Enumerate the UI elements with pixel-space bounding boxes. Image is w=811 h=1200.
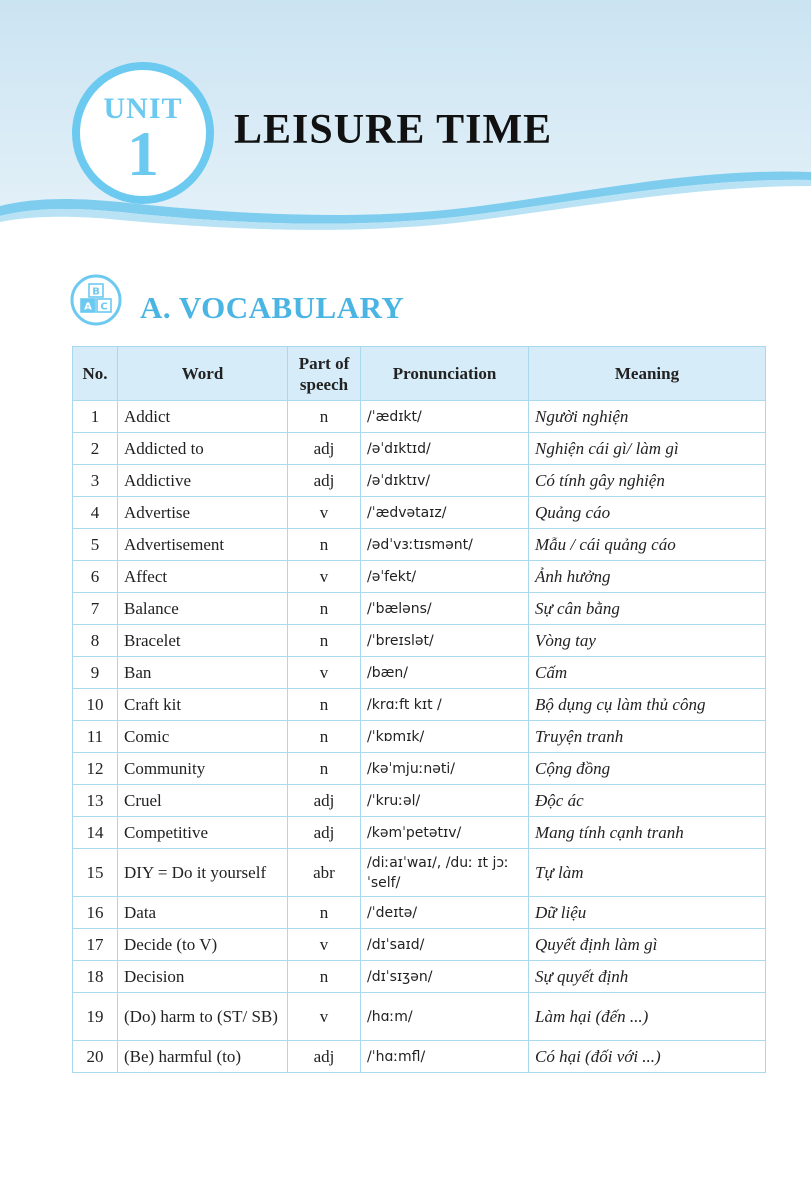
row-word: Balance [118,593,288,625]
row-part-of-speech: n [288,897,361,929]
row-part-of-speech: n [288,593,361,625]
row-word: DIY = Do it yourself [118,849,288,897]
unit-label: UNIT [103,92,183,125]
vocabulary-table [72,346,766,1073]
row-number: 2 [73,433,118,465]
row-word: Bracelet [118,625,288,657]
row-meaning: Sự quyết định [529,961,766,993]
svg-text:B: B [92,286,100,298]
row-number: 13 [73,785,118,817]
row-part-of-speech: n [288,401,361,433]
section-title: A. VOCABULARY [140,290,405,325]
table-row [73,849,766,897]
row-part-of-speech: adj [288,817,361,849]
row-word: Craft kit [118,689,288,721]
table-header-row [73,347,766,401]
row-meaning: Nghiện cái gì/ làm gì [529,433,766,465]
table-row [73,433,766,465]
vocabulary-rows [73,401,766,1073]
header-meaning: Meaning [529,347,766,401]
row-meaning: Mang tính cạnh tranh [529,817,766,849]
row-word: (Do) harm to (ST/ SB) [118,993,288,1041]
header-no: No. [73,347,118,401]
abc-blocks-icon [70,274,122,326]
row-pronunciation: /krɑːft kɪt / [361,689,529,721]
row-pronunciation: /ˈædvətaɪz/ [361,497,529,529]
row-word: Advertise [118,497,288,529]
row-meaning: Quảng cáo [529,497,766,529]
unit-badge [72,62,214,204]
row-part-of-speech: adj [288,785,361,817]
row-word: Decide (to V) [118,929,288,961]
row-pronunciation: /kəˈmjuːnəti/ [361,753,529,785]
row-part-of-speech: adj [288,433,361,465]
row-part-of-speech: v [288,657,361,689]
row-pronunciation: /bæn/ [361,657,529,689]
row-part-of-speech: n [288,529,361,561]
row-meaning: Mẫu / cái quảng cáo [529,529,766,561]
row-meaning: Sự cân bằng [529,593,766,625]
row-number: 18 [73,961,118,993]
table-row [73,657,766,689]
svg-text:A: A [84,301,92,313]
row-pronunciation: /əˈfekt/ [361,561,529,593]
row-meaning: Tự làm [529,849,766,897]
row-part-of-speech: adj [288,1041,361,1073]
row-meaning: Bộ dụng cụ làm thủ công [529,689,766,721]
row-pronunciation: /ˈkruːəl/ [361,785,529,817]
row-number: 3 [73,465,118,497]
row-meaning: Người nghiện [529,401,766,433]
row-pronunciation: /kəmˈpetətɪv/ [361,817,529,849]
row-number: 19 [73,993,118,1041]
row-word: Cruel [118,785,288,817]
row-part-of-speech: v [288,497,361,529]
row-pronunciation: /dɪˈsɪʒən/ [361,961,529,993]
row-pronunciation: /ədˈvɜːtɪsmənt/ [361,529,529,561]
row-word: Ban [118,657,288,689]
row-meaning: Cấm [529,657,766,689]
row-meaning: Ảnh hưởng [529,561,766,593]
header-part-of-speech: Part of speech [288,347,361,401]
row-number: 6 [73,561,118,593]
table-row [73,561,766,593]
table-row [73,529,766,561]
header-word: Word [118,347,288,401]
row-meaning: Làm hại (đến ...) [529,993,766,1041]
table-row [73,929,766,961]
row-meaning: Vòng tay [529,625,766,657]
row-pronunciation: /hɑːm/ [361,993,529,1041]
table-row [73,961,766,993]
row-word: Addictive [118,465,288,497]
row-number: 15 [73,849,118,897]
row-part-of-speech: n [288,721,361,753]
table-row [73,1041,766,1073]
row-word: Competitive [118,817,288,849]
row-number: 17 [73,929,118,961]
row-meaning: Có tính gây nghiện [529,465,766,497]
row-pronunciation: /əˈdɪktɪv/ [361,465,529,497]
row-word: Decision [118,961,288,993]
row-pronunciation: /ˈkɒmɪk/ [361,721,529,753]
table-row [73,465,766,497]
row-number: 14 [73,817,118,849]
row-part-of-speech: abr [288,849,361,897]
row-part-of-speech: n [288,753,361,785]
table-row [73,785,766,817]
row-word: Data [118,897,288,929]
row-part-of-speech: v [288,929,361,961]
table-row [73,817,766,849]
row-meaning: Truyện tranh [529,721,766,753]
table-row [73,897,766,929]
row-word: (Be) harmful (to) [118,1041,288,1073]
table-row [73,497,766,529]
table-row [73,625,766,657]
row-pronunciation: /ˈbreɪslət/ [361,625,529,657]
row-pronunciation: /dɪˈsaɪd/ [361,929,529,961]
row-number: 20 [73,1041,118,1073]
row-number: 7 [73,593,118,625]
row-word: Addict [118,401,288,433]
row-number: 9 [73,657,118,689]
row-part-of-speech: n [288,625,361,657]
row-meaning: Quyết định làm gì [529,929,766,961]
row-part-of-speech: n [288,689,361,721]
table-row [73,593,766,625]
table-row [73,689,766,721]
row-pronunciation: /ˈhɑːmfl/ [361,1041,529,1073]
row-number: 10 [73,689,118,721]
row-number: 4 [73,497,118,529]
row-pronunciation: /ˈædɪkt/ [361,401,529,433]
row-pronunciation: /diːaɪˈwaɪ/, /duː ɪt jɔːˈself/ [361,849,529,897]
row-meaning: Cộng đồng [529,753,766,785]
row-meaning: Dữ liệu [529,897,766,929]
row-number: 16 [73,897,118,929]
header-pronunciation: Pronunciation [361,347,529,401]
row-number: 8 [73,625,118,657]
row-number: 12 [73,753,118,785]
row-part-of-speech: adj [288,465,361,497]
row-word: Affect [118,561,288,593]
row-pronunciation: /ˈbæləns/ [361,593,529,625]
table-row [73,993,766,1041]
unit-number: 1 [127,118,159,189]
svg-text:C: C [100,301,108,313]
table-row [73,753,766,785]
row-meaning: Có hại (đối với ...) [529,1041,766,1073]
row-word: Community [118,753,288,785]
table-row [73,721,766,753]
row-number: 11 [73,721,118,753]
row-word: Comic [118,721,288,753]
row-pronunciation: /əˈdɪktɪd/ [361,433,529,465]
table-row [73,401,766,433]
row-number: 5 [73,529,118,561]
row-word: Addicted to [118,433,288,465]
row-word: Advertisement [118,529,288,561]
row-part-of-speech: v [288,561,361,593]
row-number: 1 [73,401,118,433]
row-part-of-speech: v [288,993,361,1041]
row-meaning: Độc ác [529,785,766,817]
row-pronunciation: /ˈdeɪtə/ [361,897,529,929]
row-part-of-speech: n [288,961,361,993]
unit-title: LEISURE TIME [234,107,553,153]
